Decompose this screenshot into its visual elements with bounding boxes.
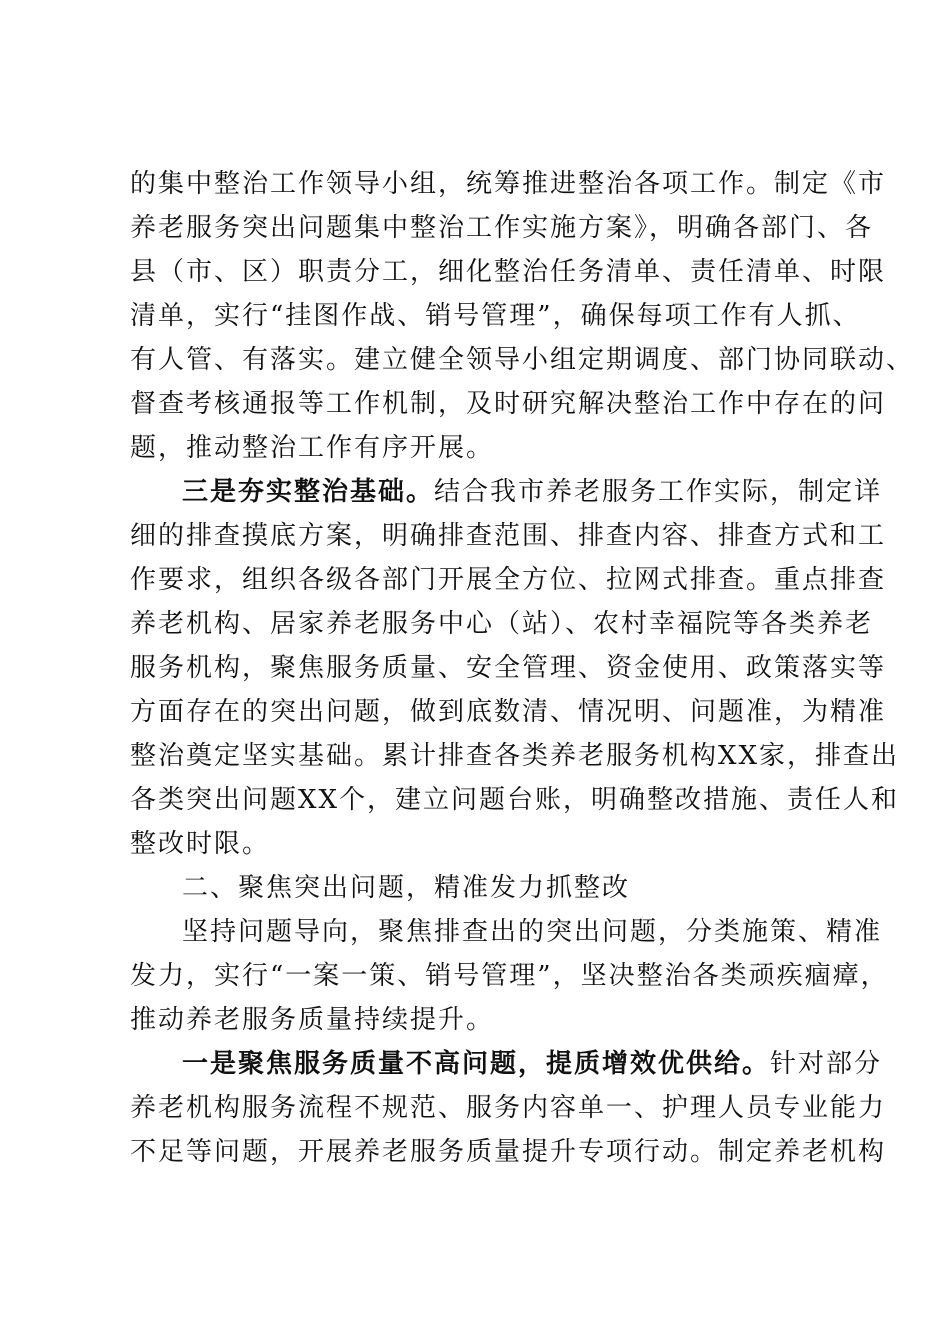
text-line: 作要求，组织各级各部门开展全方位、拉网式排查。重点排查	[130, 565, 887, 595]
text-line: 细的排查摸底方案，明确排查范围、排查内容、排查方式和工	[130, 521, 887, 551]
paragraph-heading: 三是夯实整治基础。	[182, 477, 435, 507]
text-line: 的集中整治工作领导小组，统筹推进整治各项工作。制定《市	[130, 169, 887, 199]
text-line: 整改时限。	[130, 829, 271, 859]
text-line: 养老机构、居家养老服务中心（站）、农村幸福院等各类养老	[130, 609, 874, 639]
text-line: 各类突出问题XX个，建立问题台账，明确整改措施、责任人和	[130, 785, 900, 815]
text-line: 养老机构服务流程不规范、服务内容单一、护理人员专业能力	[130, 1093, 887, 1123]
text-line: 督查考核通报等工作机制，及时研究解决整治工作中存在的问	[130, 389, 887, 419]
section-heading: 二、聚焦突出问题，精准发力抓整改	[182, 873, 631, 903]
text-line: 方面存在的突出问题，做到底数清、情况明、问题准，为精准	[130, 697, 887, 727]
paragraph-text: 结合我市养老服务工作实际，制定详	[434, 477, 883, 507]
paragraph-heading: 一是聚焦服务质量不高问题，提质增效优供给。	[182, 1049, 771, 1079]
text-line: 服务机构，聚焦服务质量、安全管理、资金使用、政策落实等	[130, 653, 887, 683]
paragraph-first-line	[182, 470, 883, 514]
text-line: 不足等问题，开展养老服务质量提升专项行动。制定养老机构	[130, 1137, 887, 1167]
text-line: 题，推动整治工作有序开展。	[130, 433, 495, 463]
text-line: 推动养老服务质量持续提升。	[130, 1005, 495, 1035]
text-line: 养老服务突出问题集中整治工作实施方案》，明确各部门、各	[130, 213, 874, 243]
text-line: 清单，实行“挂图作战、销号管理”，确保每项工作有人抓、	[130, 301, 861, 331]
paragraph-first-line	[182, 1042, 883, 1086]
paragraph-text: 针对部分	[770, 1049, 883, 1079]
text-line: 整治奠定坚实基础。累计排查各类养老服务机构XX家，排查出	[130, 741, 900, 771]
text-line: 发力，实行“一案一策、销号管理”，坚决整治各类顽疾痼瘴，	[130, 961, 889, 991]
text-line: 坚持问题导向，聚焦排查出的突出问题，分类施策、精准	[182, 917, 883, 947]
text-line: 有人管、有落实。建立健全领导小组定期调度、部门协同联动、	[130, 345, 915, 375]
text-line: 县（市、区）职责分工，细化整治任务清单、责任清单、时限	[130, 257, 887, 287]
